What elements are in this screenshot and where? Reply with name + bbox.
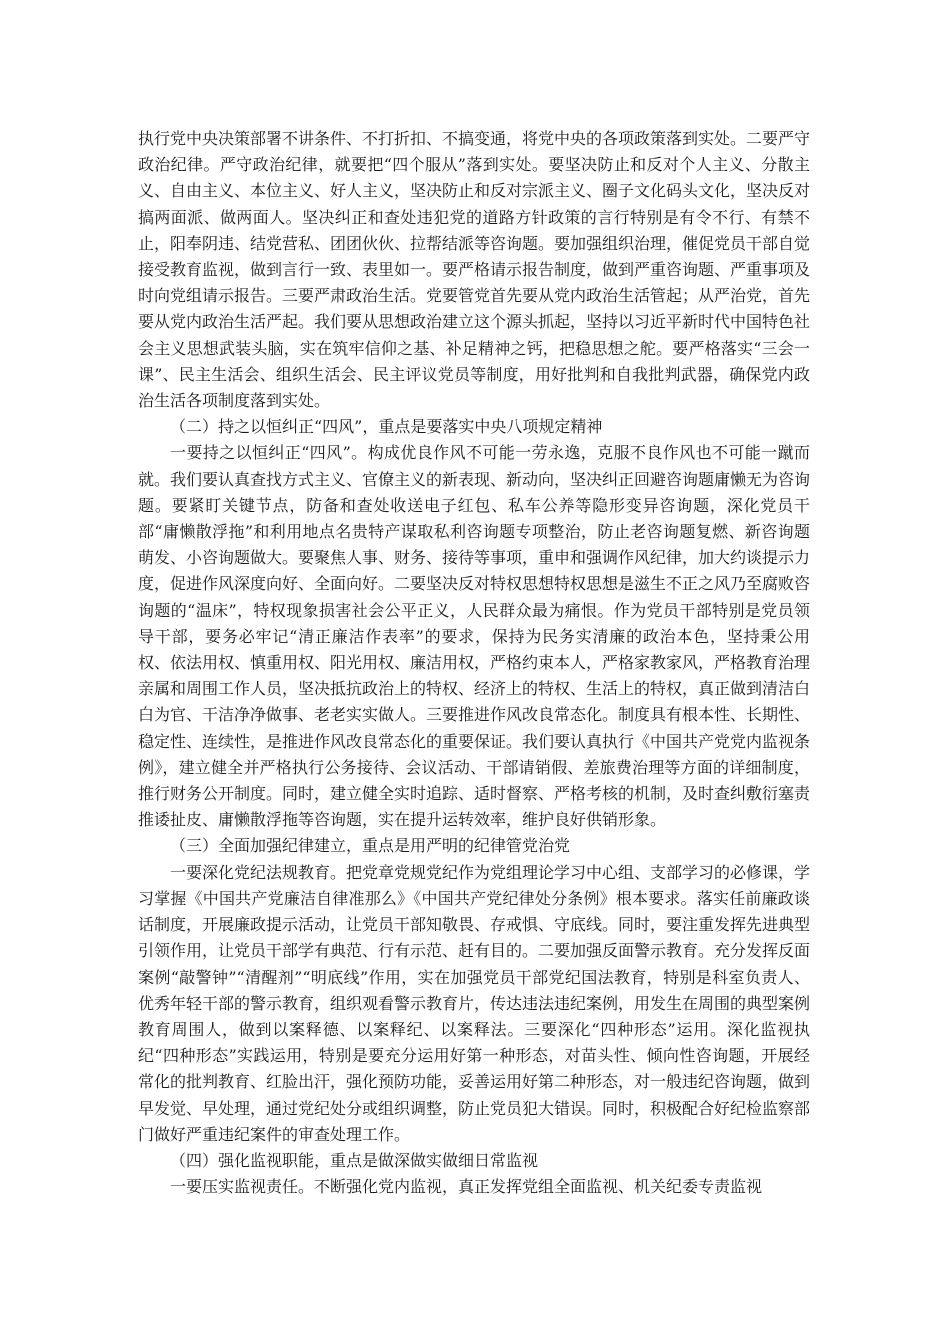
section-heading-two: （二）持之以恒纠正“四风”，重点是要落实中央八项规定精神 <box>170 417 603 437</box>
section-heading-four: （四）强化监视职能，重点是做深做实做细日常监视 <box>170 1150 539 1170</box>
paragraph-discipline-building: 一要深化党纪法规教育。把党章党规党纪作为党组理论学习中心组、支部学习的必修课，学习掌握《中国共产党廉洁自律准那么》《中国共产党纪律处分条例》根本要求。落实任前廉政谈话制度，开展廉政提示活动，让党员干部知敬畏、存戒惧、守底线。同时，要注重发挥先进典型引领作用，让党员干部学有典范、行有示范、赶有目的。二要加强反面警示教育。充分发挥反面案例“敲警钟”“清醒剂”“明底线”作用，实在加强党员干部党纪国法教育，特别是科室负责人、优秀年轻干部的警示教育，组织观看警示教育片，传达违法违纪案例，用发生在周围的典型案例教育周围人，做到以案释德、以案释纪、以案释法。三要深化“四种形态”运用。深化监视执纪“四种形态”实践运用，特别是要充分运用好第一种形态，对苗头性、倾向性咨询题，开展经常化的批判教育、红脸出汗，强化预防功能，妥善运用好第二种形态，对一般违纪咨询题，做到早发觉、早处理，通过党纪处分或组织调整，防止党员犯大错误。同时，积极配合好纪检监察部门做好严重违纪案件的审查处理工作。 <box>138 862 811 1144</box>
section-heading-three: （三）全面加强纪律建立，重点是用严明的纪律管党治党 <box>170 836 571 856</box>
paragraph-four-styles: 一要持之以恒纠正“四风”。构成优良作风不可能一劳永逸，克服不良作风也不可能一蹴而就。我们要认真查找方式主义、官僚主义的新表现、新动向，坚决纠正回避咨询题庸懒无为咨询题。要紧盯关键节点，防备和查处收送电子红包、私车公养等隐形变异咨询题，深化党员干部“庸懒散浮拖”和利用地点名贵特产谋取私利咨询题专项整治，防止老咨询题复燃、新咨询题萌发、小咨询题做大。要聚焦人事、财务、接待等事项，重申和强调作风纪律，加大约谈提示力度，促进作风深度向好、全面向好。二要坚决反对特权思想特权思想是滋生不正之风乃至腐败咨询题的“温床”，特权现象损害社会公平正义，人民群众最为痛恨。作为党员干部特别是党员领导干部，要务必牢记“清正廉洁作表率”的要求，保持为民务实清廉的政治本色，坚持秉公用权、依法用权、慎重用权、阳光用权、廉洁用权，严格约束本人，严格家教家风，严格教育治理亲属和周围工作人员，坚决抵抗政治上的特权、经济上的特权、生活上的特权，真正做到清洁白白为官、干洁净净做事、老老实实做人。三要推进作风改良常态化。制度具有根本性、长期性、稳定性、连续性，是推进作风改良常态化的重要保证。我们要认真执行《中国共产党党内监视条例》，建立健全并严格执行公务接待、会议活动、干部请销假、差旅费治理等方面的详细制度，推行财务公开制度。同时，建立健全实时追踪、适时督察、严格考核的机制，及时查纠敷衍塞责推诿扯皮、庸懒散浮拖等咨询题，实在提升运转效率，维护良好供销形象。 <box>138 443 811 830</box>
paragraph-supervision-duty: 一要压实监视责任。不断强化党内监视，真正发挥党组全面监视、机关纪委专责监视 <box>170 1177 763 1197</box>
paragraph-party-discipline-continued: 执行党中央决策部署不讲条件、不打折扣、不搞变通，将党中央的各项政策落到实处。二要严守政治纪律。严守政治纪律，就要把“四个服从”落到实处。要坚决防止和反对个人主义、分散主义、自由主义、本位主义、好人主义，坚决防止和反对宗派主义、圈子文化码头文化，坚决反对搞两面派、做两面人。坚决纠正和查处违犯党的道路方针政策的言行特别是有令不行、有禁不止，阳奉阴违、结党营私、团团伙伙、拉帮结派等咨询题。要加强组织治理，催促党员干部自觉接受教育监视，做到言行一致、表里如一。要严格请示报告制度，做到严重咨询题、严重事项及时向党组请示报告。三要严肃政治生活。党要管党首先要从党内政治生活管起；从严治党，首先要从党内政治生活严起。我们要从思想政治建立这个源头抓起，坚持以习近平新时代中国特色社会主义思想武装头脑，实在筑牢信仰之基、补足精神之钙，把稳思想之舵。要严格落实“三会一课”、民主生活会、组织生活会、民主评议党员等制度，用好批判和自我批判武器，确保党内政治生活各项制度落到实处。 <box>138 129 811 411</box>
document-body <box>138 126 810 1200</box>
